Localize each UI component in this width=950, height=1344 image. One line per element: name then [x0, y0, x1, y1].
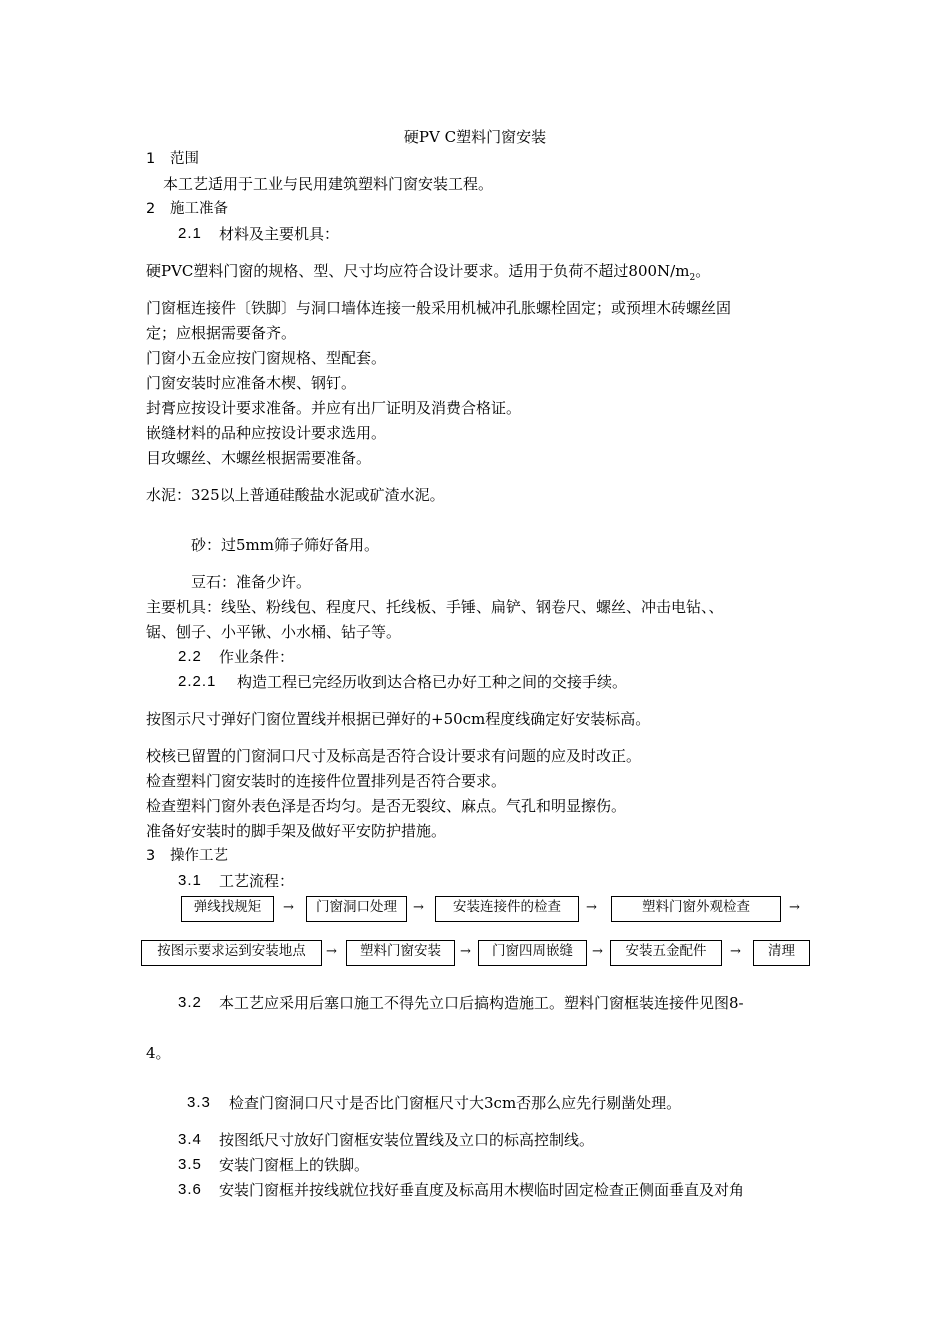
condition-line-4: 检查塑料门窗外表色泽是否均匀。是否无裂纹、麻点。气孔和明显擦伤。	[146, 797, 627, 815]
subsection-3-1-text: 工艺流程：	[219, 872, 295, 890]
flow-step-3: 安装连接件的检查	[435, 896, 579, 922]
material-line-1-end: 。	[695, 262, 711, 280]
section-3-heading: 操作工艺	[170, 848, 228, 864]
material-line-4: 门窗安装时应准备木楔、钢钉。	[146, 374, 357, 392]
subsection-2-1-text: 材料及主要机具：	[219, 225, 340, 243]
section-1-text: 本工艺适用于工业与民用建筑塑料门窗安装工程。	[163, 175, 494, 193]
subsection-3-6-text: 安装门窗框并按线就位找好垂直度及标高用木楔临时固定检查正侧面垂直及对角	[219, 1181, 745, 1199]
condition-line-1: 按图示尺寸弹好门窗位置线并根据已弹好的+50cm程度线确定好安装标高。	[146, 710, 651, 728]
flow-step-7: 门窗四周嵌缝	[478, 940, 587, 966]
flow-step-6: 塑料门窗安装	[346, 940, 455, 966]
flow-step-9: 清理	[753, 940, 810, 966]
tools-line-2: 锯、刨子、小平锹、小水桶、钻子等。	[146, 623, 402, 641]
material-line-8: 水泥：325以上普通硅酸盐水泥或矿渣水泥。	[146, 486, 445, 504]
flow-arrow-icon: →	[460, 944, 471, 959]
subsection-3-2-number: 3.2	[178, 994, 202, 1011]
flow-arrow-icon: →	[413, 900, 424, 915]
flow-arrow-icon: →	[789, 900, 800, 915]
material-line-10: 豆石：准备少许。	[191, 573, 312, 591]
flow-step-8: 安装五金配件	[610, 940, 722, 966]
flow-step-5: 按图示要求运到安装地点	[141, 940, 322, 966]
condition-line-5: 准备好安装时的脚手架及做好平安防护措施。	[146, 822, 447, 840]
material-line-9: 砂：过5mm筛子筛好备用。	[191, 536, 379, 554]
flow-step-1: 弹线找规矩	[181, 896, 274, 922]
section-2-heading: 施工准备	[170, 201, 228, 217]
subsection-3-6-number: 3.6	[178, 1181, 202, 1198]
subsection-3-5-text: 安装门窗框上的铁脚。	[219, 1156, 370, 1174]
material-line-1-text: 硬PVC塑料门窗的规格、型、尺寸均应符合设计要求。适用于负荷不超过800N/m	[146, 262, 690, 280]
flow-arrow-icon: →	[283, 900, 294, 915]
material-line-6: 嵌缝材料的品种应按设计要求选用。	[146, 424, 387, 442]
subsection-3-4-text: 按图纸尺寸放好门窗框安装位置线及立口的标高控制线。	[219, 1131, 595, 1149]
subsection-2-1-number: 2.1	[178, 225, 202, 242]
material-line-5: 封膏应按设计要求准备。并应有出厂证明及消费合格证。	[146, 399, 522, 417]
subsection-2-2-1-text: 构造工程已完经历收到达合格已办好工种之间的交接手续。	[237, 673, 628, 691]
section-1-heading: 范围	[170, 151, 199, 167]
flow-step-2: 门窗洞口处理	[306, 896, 407, 922]
subsection-3-2-text: 本工艺应采用后塞口施工不得先立口后搞构造施工。塑料门窗框装连接件见图8-	[219, 994, 744, 1012]
flow-arrow-icon: →	[730, 944, 741, 959]
condition-line-3: 检查塑料门窗安装时的连接件位置排列是否符合要求。	[146, 772, 507, 790]
subsection-3-3-text: 检查门窗洞口尺寸是否比门窗框尺寸大3cm否那么应先行剔凿处理。	[229, 1094, 682, 1112]
subsection-3-5-number: 3.5	[178, 1156, 202, 1173]
tools-line-1: 主要机具：线坠、粉线包、程度尺、托线板、手锤、扁铲、钢卷尺、螺丝、冲击电钻、、	[146, 598, 724, 616]
material-line-2b: 定；应根据需要备齐。	[146, 324, 297, 342]
material-line-3: 门窗小五金应按门窗规格、型配套。	[146, 349, 387, 367]
condition-line-2: 校核已留置的门窗洞口尺寸及标高是否符合设计要求有问题的应及时改正。	[146, 747, 642, 765]
section-3-number: 3	[146, 848, 156, 864]
section-2-number: 2	[146, 201, 156, 217]
subsection-2-2-1-number: 2.2.1	[178, 673, 217, 690]
flow-arrow-icon: →	[586, 900, 597, 915]
subsection-3-3-number: 3.3	[187, 1094, 211, 1111]
page-title: 硬PV C塑料门窗安装	[403, 128, 547, 146]
subsection-3-4-number: 3.4	[178, 1131, 202, 1148]
material-line-7: 目攻螺丝、木螺丝根据需要准备。	[146, 449, 372, 467]
material-line-2a: 门窗框连接件〔铁脚〕与洞口墙体连接一般采用机械冲孔胀螺栓固定；或预埋木砖螺丝固	[146, 299, 732, 317]
section-1-number: 1	[146, 151, 156, 167]
flow-step-4: 塑料门窗外观检查	[611, 896, 781, 922]
subsection-2-2-number: 2.2	[178, 648, 202, 665]
subsection-2-2-text: 作业条件：	[219, 648, 295, 666]
flow-arrow-icon: →	[326, 944, 337, 959]
material-line-1-subscript: 2	[689, 273, 696, 283]
subsection-3-2-continuation: 4。	[146, 1044, 171, 1062]
subsection-3-1-number: 3.1	[178, 872, 202, 889]
flow-arrow-icon: →	[592, 944, 603, 959]
material-line-1	[146, 261, 710, 288]
